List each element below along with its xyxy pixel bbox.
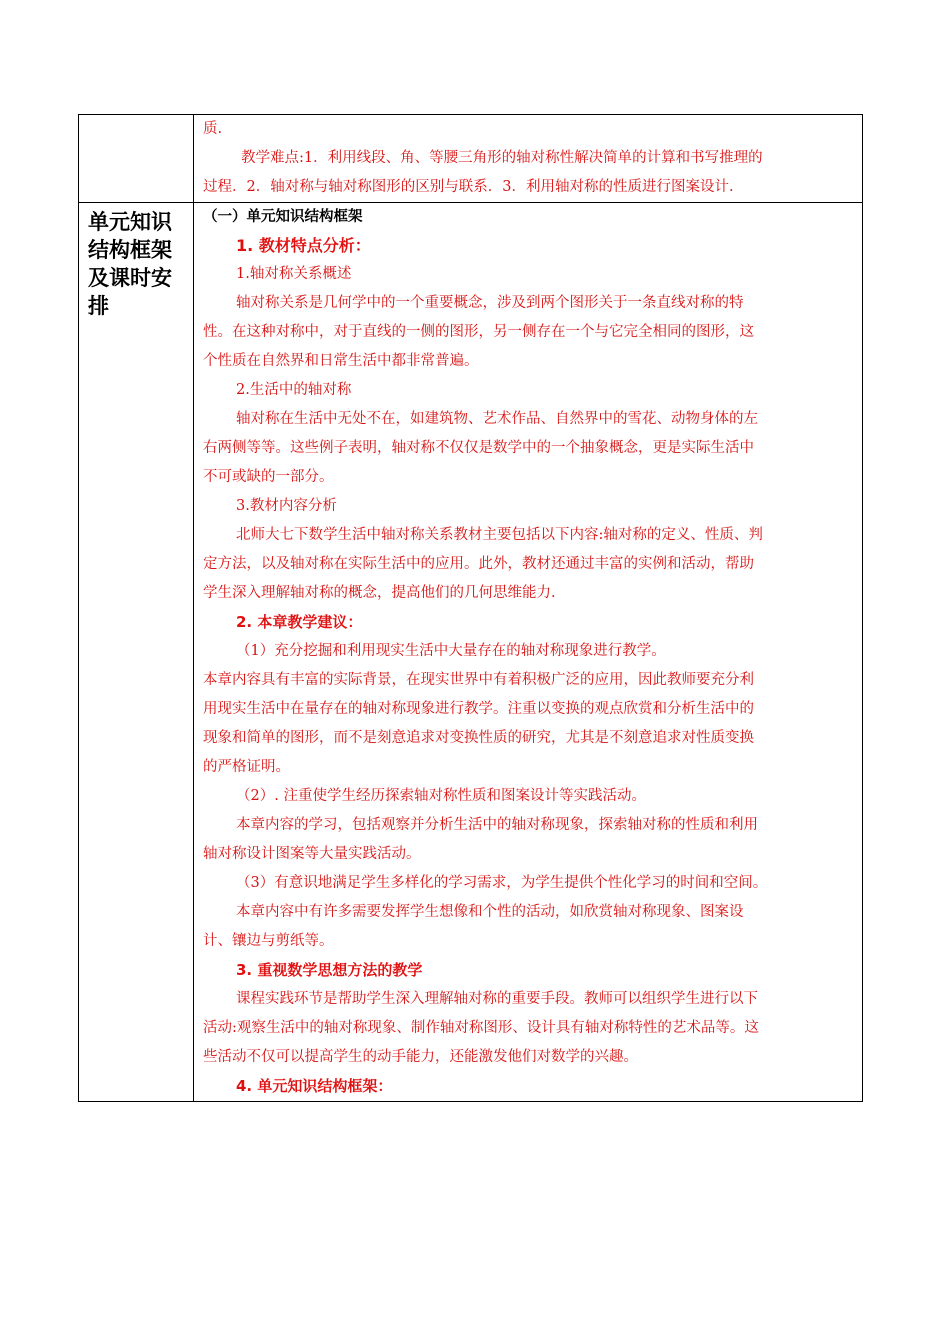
row-label-line: 单元知识: [88, 210, 172, 234]
row-label-line: 排: [88, 294, 109, 318]
heading-unit-framework: 4. 单元知识结构框架：: [236, 1077, 393, 1095]
subheading: 3.教材内容分析: [236, 498, 337, 514]
heading-textbook-analysis: 1. 教材特点分析：: [236, 236, 371, 255]
text-line: 质.: [203, 121, 223, 137]
text-line: 用现实生活中在量存在的轴对称现象进行教学。注重以变换的观点欣赏和分析生活中的: [203, 701, 754, 717]
subheading: （1）充分挖掘和利用现实生活中大量存在的轴对称现象进行教学。: [236, 643, 666, 659]
text-line: 轴对称关系是几何学中的一个重要概念，涉及到两个图形关于一条直线对称的特: [236, 295, 744, 311]
text-line: 定方法，以及轴对称在实际生活中的应用。此外，教材还通过丰富的实例和活动，帮助: [203, 556, 754, 572]
text-line: 过程．2．轴对称与轴对称图形的区别与联系．3．利用轴对称的性质进行图案设计.: [203, 179, 734, 195]
text-line: 性。在这种对称中，对于直线的一侧的图形，另一侧存在一个与它完全相同的图形，这: [203, 324, 754, 340]
text-line: 个性质在自然界和日常生活中都非常普遍。: [203, 353, 479, 369]
heading-teaching-suggestions: 2. 本章教学建议：: [236, 613, 363, 631]
text-line: 课程实践环节是帮助学生深入理解轴对称的重要手段。教师可以组织学生进行以下: [236, 991, 758, 1007]
plan-table: [78, 114, 863, 1102]
content-cell: [194, 115, 863, 203]
label-cell-empty: [79, 115, 194, 203]
text-line: 现象和简单的图形，而不是刻意追求对变换性质的研究，尤其是不刻意追求对性质变换: [203, 730, 754, 746]
text-line: 轴对称设计图案等大量实践活动。: [203, 846, 421, 862]
row-label-line: 及课时安: [88, 266, 172, 290]
text-line: 的严格证明。: [203, 759, 290, 775]
row-label: [79, 203, 194, 1102]
text-line: 学生深入理解轴对称的概念，提高他们的几何思维能力.: [203, 585, 556, 601]
table-row: [79, 115, 863, 203]
heading-math-thinking: 3. 重视数学思想方法的教学: [236, 961, 423, 979]
text-line: 本章内容的学习，包括观察并分析生活中的轴对称现象，探索轴对称的性质和利用: [236, 817, 758, 833]
table-row: [79, 203, 863, 1102]
content-cell: [194, 203, 863, 1102]
text-line: 轴对称在生活中无处不在，如建筑物、艺术作品、自然界中的雪花、动物身体的左: [236, 411, 758, 427]
text-line: 本章内容中有许多需要发挥学生想像和个性的活动，如欣赏轴对称现象、图案设: [236, 904, 744, 920]
text-line: 教学难点:1．利用线段、角、等腰三角形的轴对称性解决简单的计算和书写推理的: [241, 150, 763, 166]
section-title: （一）单元知识结构框架: [203, 209, 363, 225]
subheading: （3）有意识地满足学生多样化的学习需求，为学生提供个性化学习的时间和空间。: [236, 875, 768, 891]
text-line: 计、镶边与剪纸等。: [203, 933, 334, 949]
subheading: 2.生活中的轴对称: [236, 382, 352, 398]
text-line: 些活动不仅可以提高学生的动手能力，还能激发他们对数学的兴趣。: [203, 1049, 638, 1065]
subheading: （2）. 注重使学生经历探索轴对称性质和图案设计等实践活动。: [236, 788, 646, 804]
subheading: 1.轴对称关系概述: [236, 266, 352, 282]
text-line: 右两侧等等。这些例子表明，轴对称不仅仅是数学中的一个抽象概念，更是实际生活中: [203, 440, 754, 456]
text-line: 本章内容具有丰富的实际背景，在现实世界中有着积极广泛的应用，因此教师要充分利: [203, 672, 754, 688]
text-line: 活动:观察生活中的轴对称现象、制作轴对称图形、设计具有轴对称特性的艺术品等。这: [203, 1020, 759, 1036]
row-label-line: 结构框架: [88, 238, 172, 262]
text-line: 北师大七下数学生活中轴对称关系教材主要包括以下内容:轴对称的定义、性质、判: [236, 527, 763, 543]
text-line: 不可或缺的一部分。: [203, 469, 334, 485]
